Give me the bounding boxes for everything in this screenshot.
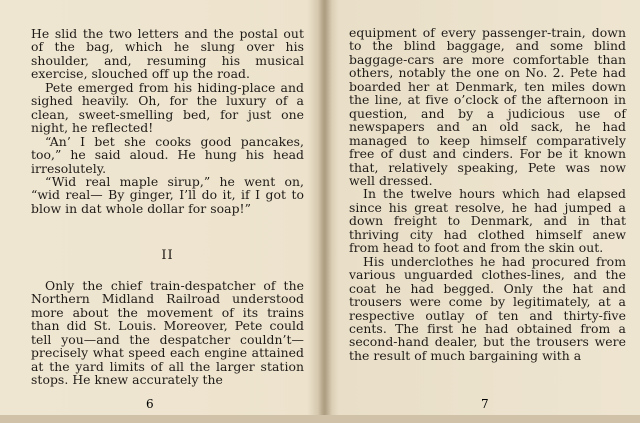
left-paragraph-2: Pete emerged from his hiding-place and sighed heavily. Oh, for the luxury of a clean, sweet-smelling bed, for just one night, he reflected! — [31, 79, 304, 136]
left-paragraph-4: “Wid real maple sirup,” he went on, “wid real— By ginger, I’ll do it, if I got to blow in dat whole dollar for soap!” — [31, 173, 304, 216]
right-page-number: 7 — [481, 397, 489, 411]
page-bottom-edge — [0, 415, 640, 423]
right-paragraph-2: In the twelve hours which had elapsed since his great resolve, he had jumped a down freight to Denmark, and in that thriving city had clothed himself anew from head to foot and from the skin out. — [349, 186, 626, 256]
left-paragraph-1: He slid the two letters and the postal out of the bag, which he slung over his shoulder, and, resuming his musical exercise, slouched off up the road. — [31, 26, 304, 82]
chapter-heading: II — [161, 248, 174, 264]
right-paragraph-1: equipment of every passenger-train, down to the blind baggage, and some blind baggage-cars are more comfortable than others, notably the one on No. 2. Pete had boarded her at Denmark, ten miles down the line, at five o’clock of the afternoon in question, and by a judicious use of newspapers and an old sack, he had managed to keep himself comparatively free of dust and cinders. For be it known that, relatively speaking, Pete was now well dressed. — [349, 25, 626, 188]
left-paragraph-3: “An’ I bet she cooks good pancakes, too,” he said aloud. He hung his head irresolutely. — [31, 133, 304, 176]
left-page-number: 6 — [146, 397, 154, 411]
right-paragraph-3: His underclothes he had procured from various unguarded clothes-lines, and the coat he had begged. Only the hat and trousers were come by legitimately, at a respective outlay of ten and thirty-five cents. The first he had obtained from a second-hand dealer, but the trousers were the result of much bargaining with a — [349, 253, 626, 363]
left-paragraph-5: Only the chief train-despatcher of the Northern Midland Railroad understood more about the movement of its trains than did St. Louis. Moreover, Pete could tell you—and the despatcher couldn’t—precisely what speed each engine attained at the yard limits of all the larger station stops. He knew accurately the — [31, 277, 304, 387]
right-page — [327, 0, 640, 423]
